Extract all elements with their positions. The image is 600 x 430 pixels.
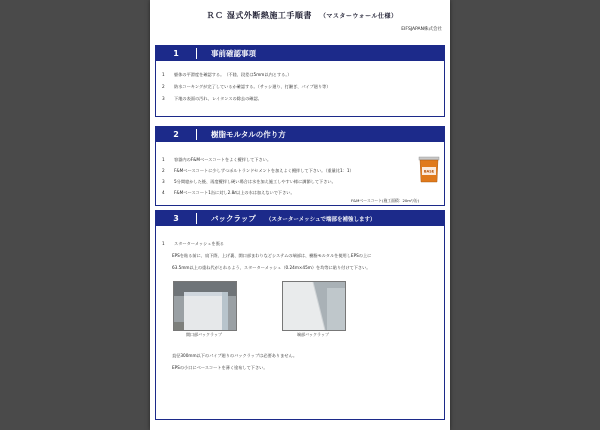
section-3-header (156, 211, 444, 226)
subtitle-text: （マスターウォール仕様） (319, 13, 398, 20)
document-title (162, 10, 442, 21)
document-page (150, 0, 450, 430)
note-line: EPSの小口にベースコートを薄く塗布して下さい。 (172, 365, 268, 370)
list-item: 1 スターターメッシュを張る (162, 241, 224, 246)
paragraph-line: EPSを貼る前に、扇下際、上げ裏、開口部まわりなどシステムの端部は、樹脂モルタルを使用しEPSの上に (172, 253, 372, 258)
section-1 (155, 45, 445, 117)
opening-backwrap-caption: 開口部バックラップ (186, 332, 222, 337)
company-name: EIFSJAPAN株式会社 (401, 27, 442, 32)
edge-backwrap-caption: 端部バックラップ (297, 332, 329, 337)
section-3-note: （スターターメッシュで端部を補強します） (265, 217, 376, 223)
list-item: 1 躯体の平滑度を確認する。 （不陸、段差は5mm以内とする。） (162, 72, 292, 77)
section-2-header (156, 127, 444, 142)
section-3-title: バックラップ (211, 214, 256, 223)
section-2-number: 2 (173, 130, 179, 139)
list-item: 3 5分間寝かした後、再度攪拌し硬い場合は水を加え施工しやすい様に調節して下さい。 (162, 179, 336, 184)
section-1-number: 1 (173, 49, 179, 58)
list-item: 2 防水コーキングが完了しているか確認する。（サッシ廻り、打継ぎ、パイプ廻り等） (162, 84, 331, 89)
list-item: 1 容器内のF&Mベースコートをよく攪拌して下さい。 (162, 157, 272, 162)
section-3-title-wrap (211, 211, 375, 226)
list-item: 4 F&Mベースコート1缶に対し2.8ℓ以上の水は加えないで下さい。 (162, 190, 295, 195)
product-caption: F&Mベースコート(施工面積：20m²/缶) (351, 198, 420, 203)
section-3 (155, 210, 445, 420)
section-1-header (156, 46, 444, 61)
bucket-image (418, 155, 440, 183)
edge-backwrap-photo (282, 281, 346, 331)
title-text: ＲＣ 湿式外断熱施工手順書 (206, 11, 312, 20)
header-divider (196, 129, 197, 140)
section-3-number: 3 (173, 214, 179, 223)
section-2-title: 樹脂モルタルの作り方 (211, 130, 286, 139)
opening-backwrap-photo (173, 281, 237, 331)
note-line: 直径300mm以下のパイプ廻りのバックラップは必要ありません。 (172, 353, 298, 358)
paragraph-line: 63.5mm以上の重ね代がとれるよう、スターターメッシュ（0.24m×45m）を均等に貼り付けて下さい。 (172, 265, 371, 270)
list-item: 3 下地の表面の汚れ、レイタンスの除去の確認。 (162, 96, 262, 101)
header-divider (196, 48, 197, 59)
bucket-label: BASE (423, 169, 435, 174)
section-1-title: 事前確認事項 (211, 49, 256, 58)
section-2 (155, 126, 445, 206)
header-divider (196, 213, 197, 224)
list-item: 2 F&Mベースコートに少しずつポルトランドセメントを加えよく攪拌して下さい。（重量比1：1） (162, 168, 354, 173)
